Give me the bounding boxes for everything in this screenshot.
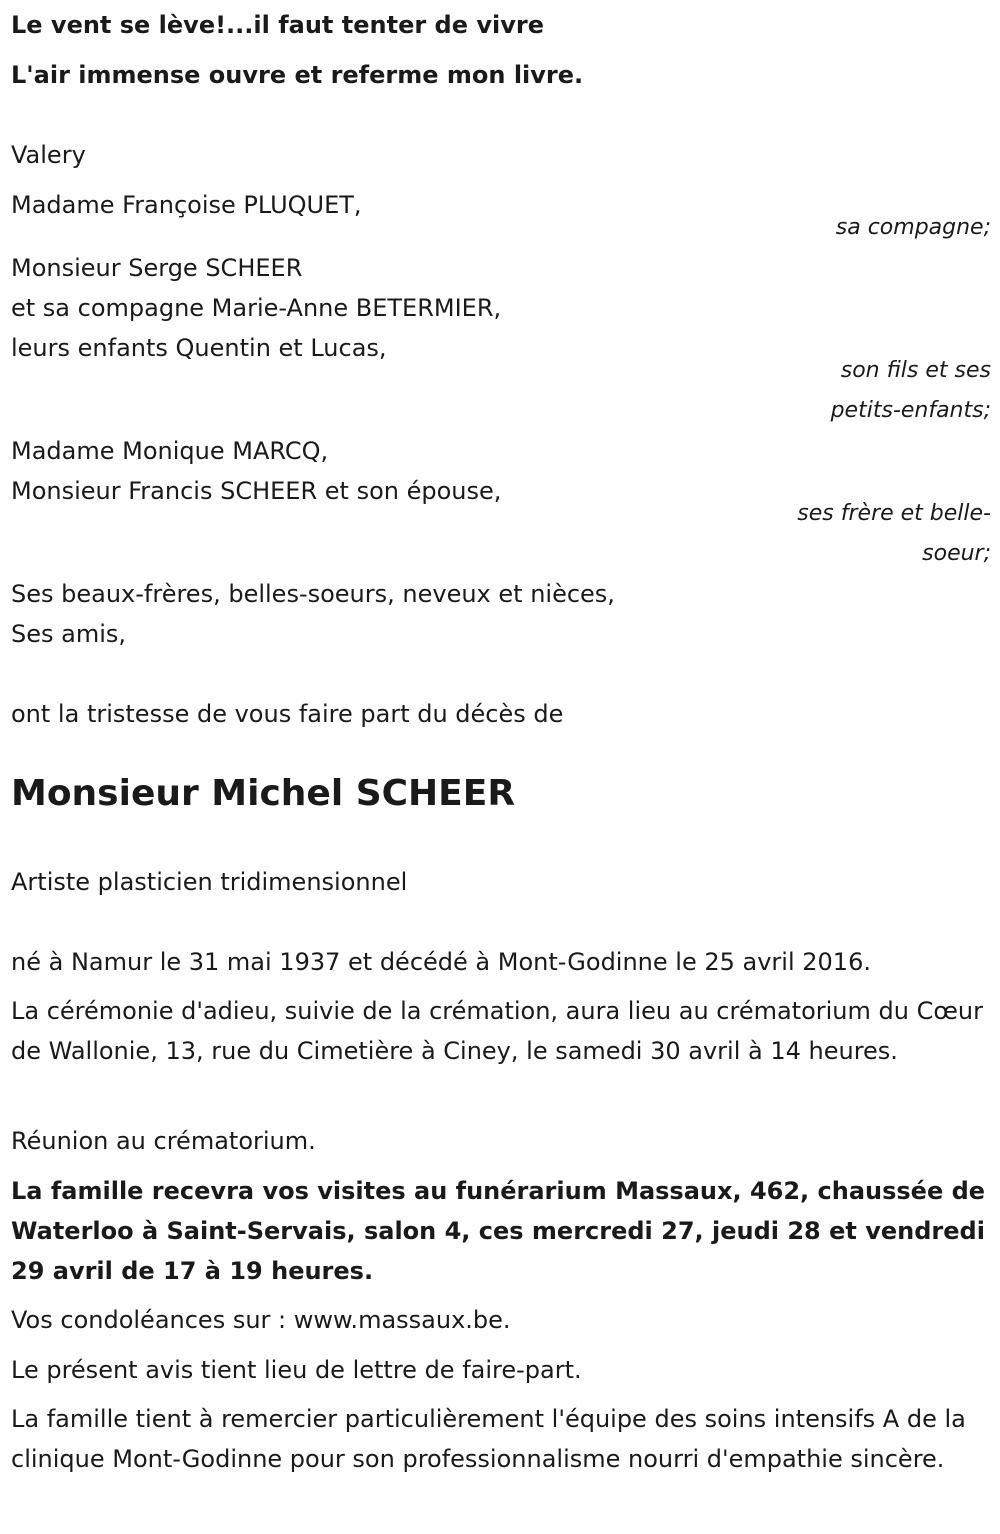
family-relation: son fils et ses: [840, 358, 991, 383]
family-relation: ses frère et belle-: [797, 501, 991, 526]
family-name: Madame Françoise PLUQUET,: [11, 191, 362, 219]
reunion: Réunion au crématorium.: [11, 1127, 316, 1155]
others-line: Ses beaux-frères, belles-soeurs, neveux et nièces,: [11, 580, 615, 608]
epigraph-author: Valery: [11, 141, 86, 169]
thanks-paragraph: La famille tient à remercier particulièrement l'équipe des soins intensifs A de la clinique Mont-Godinne pour son professionnalisme nourri d'empathie sincère.: [11, 1405, 966, 1473]
epigraph-line-2: L'air immense ouvre et referme mon livre.: [11, 61, 584, 89]
family-relation: soeur;: [922, 541, 991, 566]
family-relation: sa compagne;: [835, 215, 991, 240]
family-name: Madame Monique MARCQ,: [11, 437, 329, 465]
visits-paragraph: La famille recevra vos visites au funérarium Massaux, 462, chaussée de Waterloo à Saint-Servais, salon 4, ces mercredi 27, jeudi 28 et vendredi 29 avril de 17 à 19 heures.: [11, 1177, 986, 1285]
condolences: Vos condoléances sur : www.massaux.be.: [11, 1306, 511, 1334]
family-relation: petits-enfants;: [830, 398, 991, 423]
deceased-name: Monsieur Michel SCHEER: [11, 773, 516, 814]
family-name: et sa compagne Marie-Anne BETERMIER,: [11, 294, 502, 322]
ceremony-paragraph: La cérémonie d'adieu, suivie de la crémation, aura lieu au crématorium du Cœur de Wallonie, 13, rue du Cimetière à Ciney, le samedi 30 avril à 14 heures.: [11, 997, 983, 1065]
family-name: leurs enfants Quentin et Lucas,: [11, 334, 387, 362]
notice: Le présent avis tient lieu de lettre de faire-part.: [11, 1356, 582, 1384]
epigraph-line-1: Le vent se lève!...il faut tenter de vivre: [11, 11, 544, 39]
others-line: Ses amis,: [11, 620, 127, 648]
family-name: Monsieur Francis SCHEER et son épouse,: [11, 477, 502, 505]
family-name: Monsieur Serge SCHEER: [11, 254, 303, 282]
profession: Artiste plasticien tridimensionnel: [11, 868, 408, 896]
announcement: ont la tristesse de vous faire part du décès de: [11, 700, 564, 728]
birth-death: né à Namur le 31 mai 1937 et décédé à Mont-Godinne le 25 avril 2016.: [11, 948, 871, 976]
